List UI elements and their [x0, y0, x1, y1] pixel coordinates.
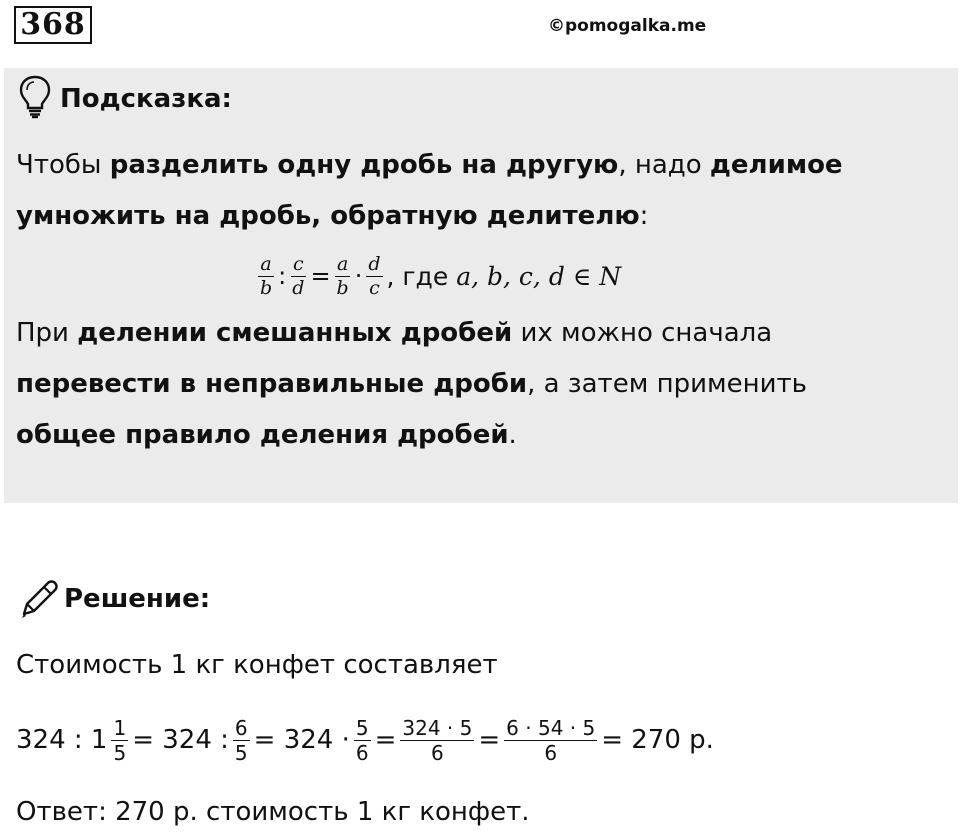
hint-title: Подсказка: — [60, 84, 232, 114]
fraction-a-b — [258, 252, 274, 299]
denominator: d — [292, 276, 305, 299]
task-number: 368 — [14, 6, 92, 44]
text: Чтобы — [16, 150, 110, 180]
hint-paragraph-2-line-2 — [16, 367, 807, 401]
equals-sign: = — [310, 262, 331, 290]
pencil-icon — [18, 578, 60, 624]
bold-text: делении смешанных дробей — [77, 318, 513, 348]
numerator: 1 — [113, 715, 127, 740]
bold-text: перевести в неправильные дроби — [16, 369, 528, 399]
fraction-c-d — [290, 252, 306, 299]
expr-text: 324 : 1 — [16, 725, 108, 755]
fraction-5-6 — [354, 715, 371, 765]
solution-expression — [16, 708, 714, 772]
bold-text: общее правило деления дробей — [16, 420, 509, 450]
fraction-a-b — [335, 252, 351, 299]
expr-text: = 270 р. — [601, 725, 714, 755]
text: , надо — [618, 150, 710, 180]
expr-text: = — [374, 725, 397, 755]
numerator: 324 · 5 — [402, 715, 473, 740]
denominator: b — [336, 276, 349, 299]
text: . — [508, 420, 517, 450]
denominator: b — [260, 276, 273, 299]
denominator: 5 — [234, 740, 248, 765]
text: их можно сначала — [512, 318, 773, 348]
numerator: 6 — [234, 715, 248, 740]
fraction-6-5 — [233, 715, 250, 765]
numerator: a — [336, 252, 349, 275]
expr-text: = 324 · — [253, 725, 350, 755]
hint-paragraph-1-line-1 — [16, 148, 843, 182]
bold-text: умножить на дробь, обратную делителю — [16, 201, 640, 231]
expr-text: = — [478, 725, 501, 755]
text: : — [639, 201, 649, 231]
fraction-d-c — [366, 252, 382, 299]
bold-text: делимое — [709, 150, 843, 180]
colon-sign: : — [278, 262, 287, 290]
text: При — [16, 318, 78, 348]
expr-text: = 324 : — [132, 725, 229, 755]
bold-text: разделить одну дробь на другую — [109, 150, 619, 180]
numerator: c — [293, 252, 304, 275]
dot-sign: · — [354, 262, 363, 290]
where-text: , где — [386, 261, 449, 291]
hint-paragraph-2-line-1 — [16, 316, 772, 350]
denominator: 5 — [113, 740, 127, 765]
site-watermark: ©pomogalka.me — [548, 16, 707, 36]
denominator: 6 — [355, 740, 369, 765]
denominator: 6 — [544, 740, 558, 765]
solution-text: Стоимость 1 кг конфет составляет — [16, 650, 498, 680]
denominator: c — [369, 276, 380, 299]
hint-paragraph-2-line-3 — [16, 418, 517, 452]
fraction-1-5 — [111, 715, 128, 765]
lightbulb-icon — [18, 74, 52, 124]
numerator: 6 · 54 · 5 — [506, 715, 596, 740]
division-formula — [258, 246, 621, 306]
text: , а затем применить — [527, 369, 807, 399]
denominator: 6 — [431, 740, 444, 765]
numerator: 5 — [355, 715, 369, 740]
answer-text: Ответ: 270 р. стоимость 1 кг конфет. — [16, 797, 530, 827]
numerator: d — [368, 252, 381, 275]
fraction-6x54x5-6 — [504, 715, 597, 765]
fraction-324x5-6 — [400, 715, 474, 765]
hint-paragraph-1-line-2 — [16, 199, 648, 233]
numerator: a — [260, 252, 272, 275]
solution-title: Решение: — [64, 584, 211, 614]
variable-set: a, b, c, d ∈ N — [456, 261, 622, 291]
